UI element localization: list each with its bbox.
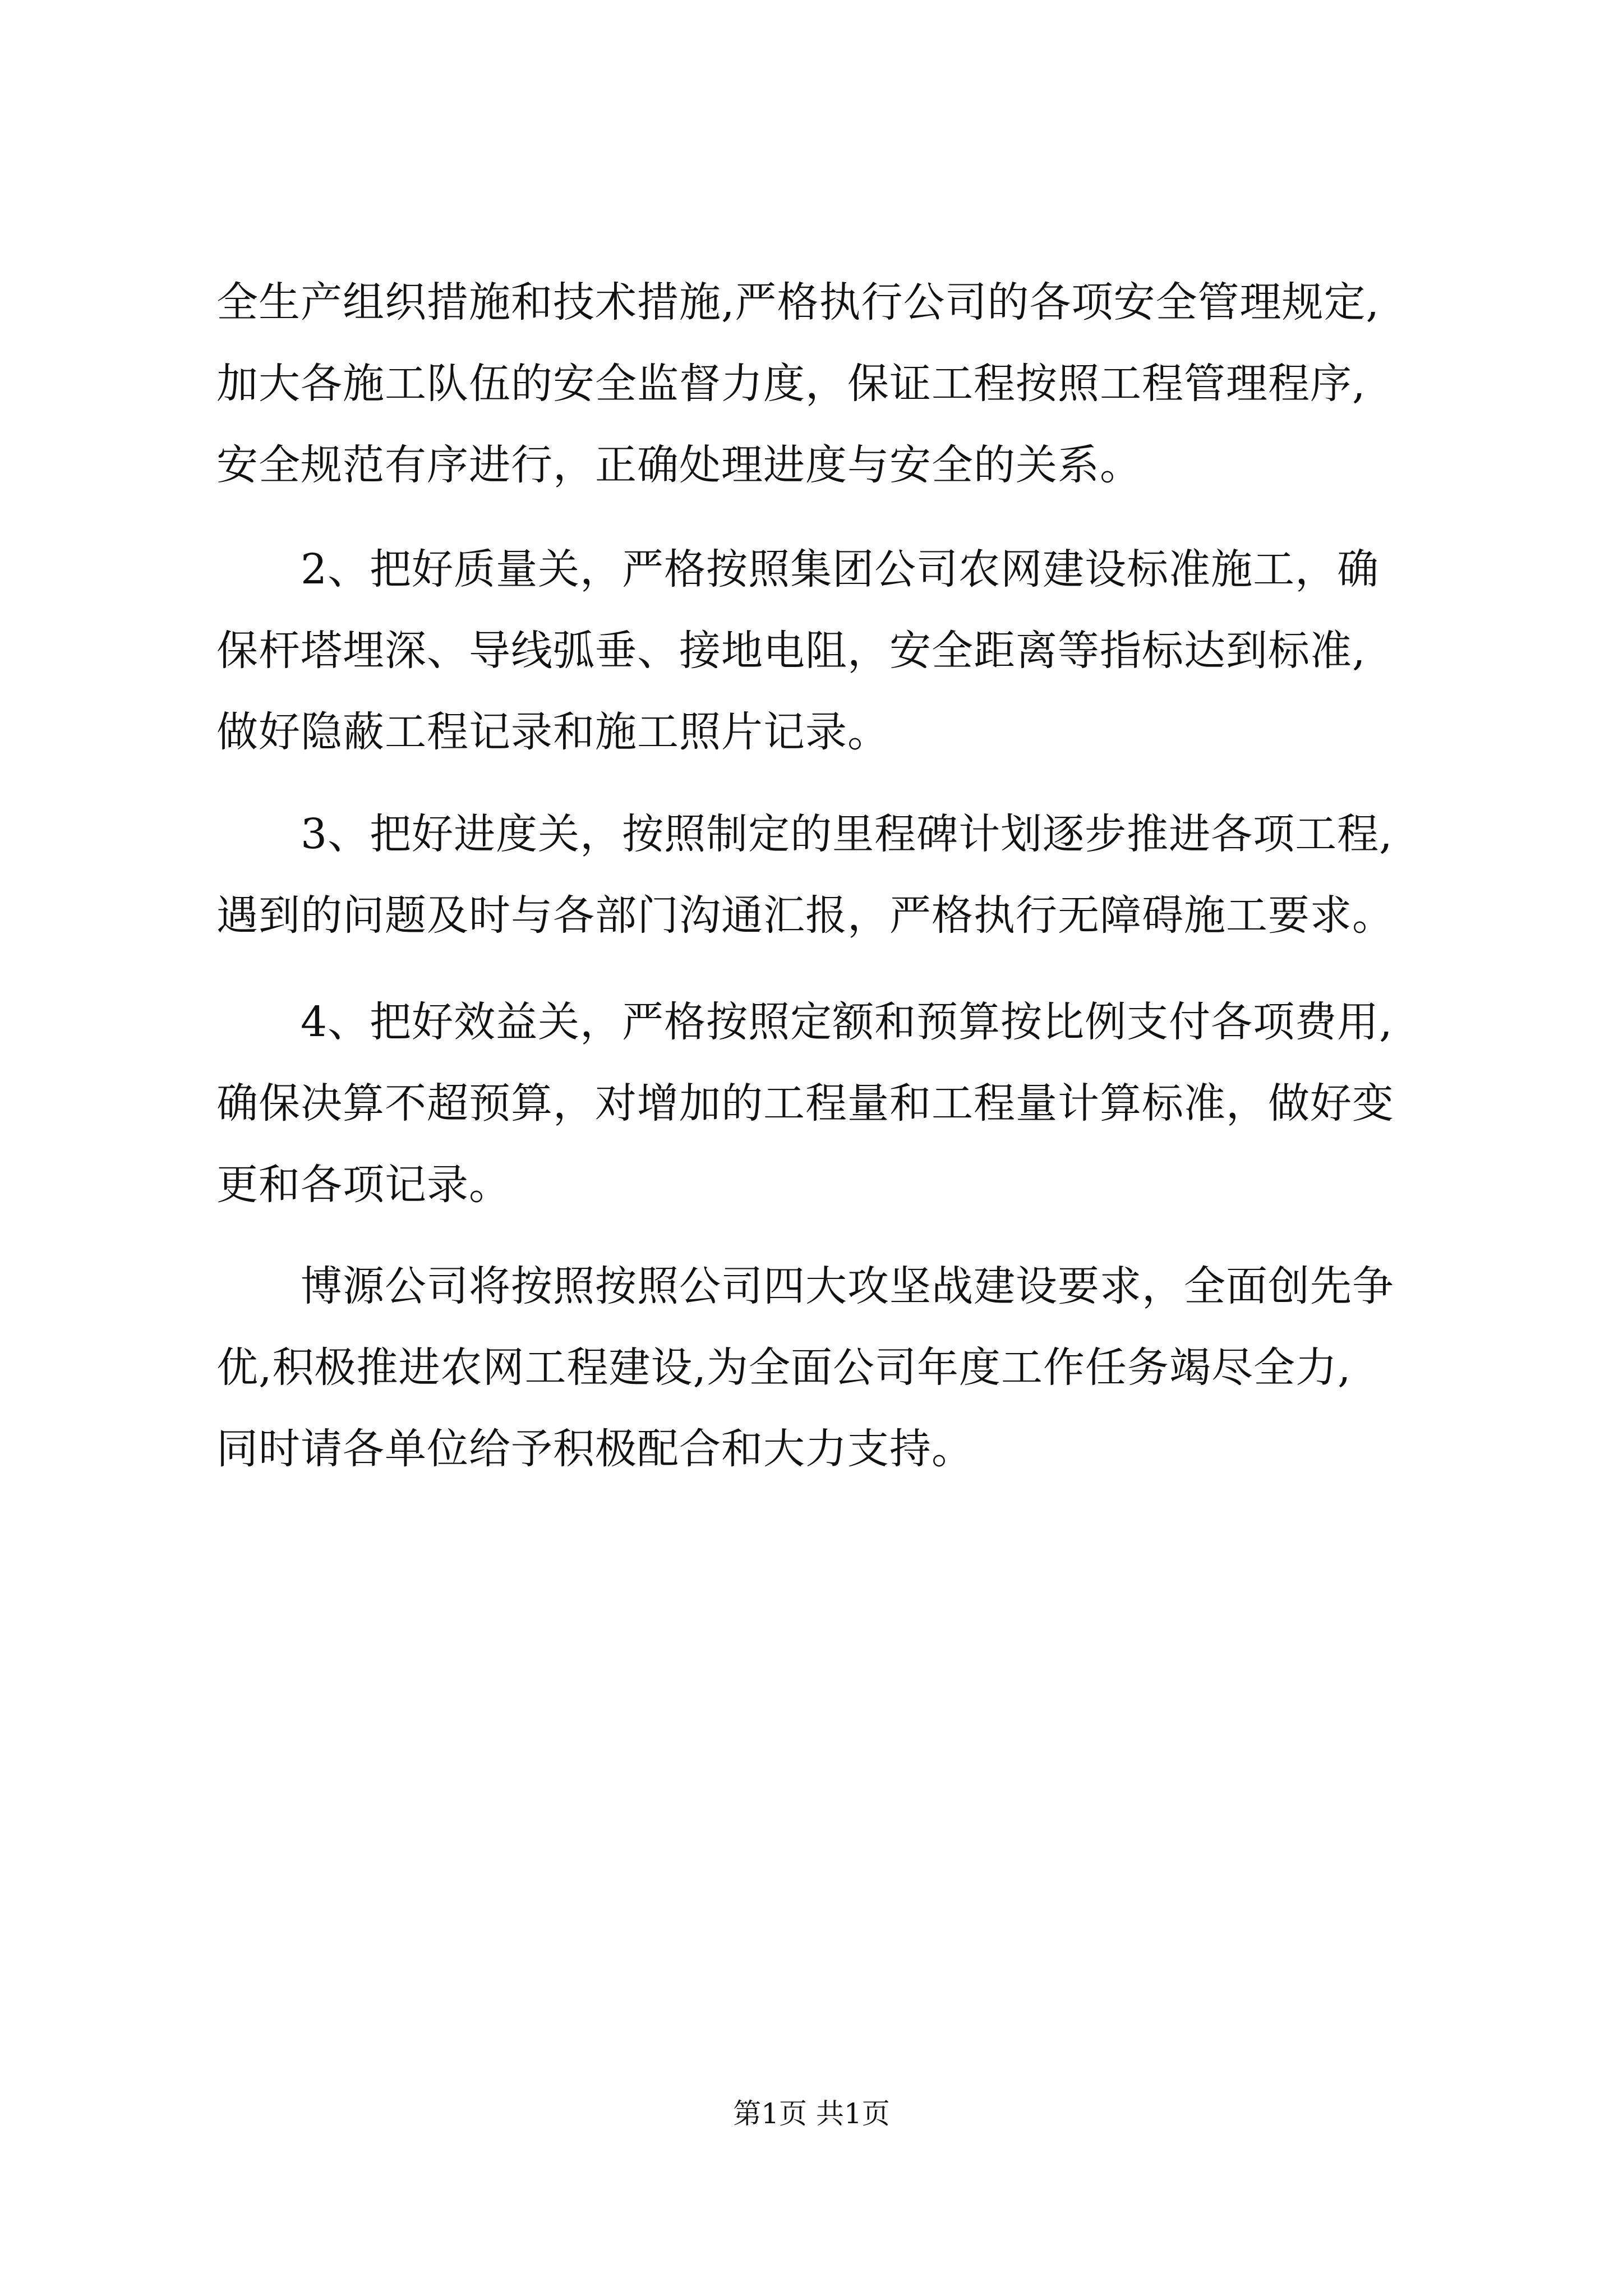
body-line: 安全规范有序进行，正确处理进度与安全的关系。 (216, 441, 1142, 489)
body-line: 4、把好效益关，严格按照定额和预算按比例支付各项费用, (301, 998, 1393, 1046)
body-line: 做好隐蔽工程记录和施工照片记录。 (216, 708, 889, 756)
body-line: 3、把好进度关，按照制定的里程碑计划逐步推进各项工程, (301, 810, 1393, 858)
body-line: 博源公司将按照按照公司四大攻坚战建设要求，全面创先争 (301, 1262, 1394, 1310)
body-line: 确保决算不超预算，对增加的工程量和工程量计算标准，做好变 (216, 1079, 1394, 1128)
body-line: 全生产组织措施和技术措施,严格执行公司的各项安全管理规定, (216, 278, 1380, 326)
body-line: 更和各项记录。 (216, 1161, 511, 1209)
body-line: 2、把好质量关，严格按照集团公司农网建设标准施工，确 (301, 545, 1380, 593)
body-line: 同时请各单位给予积极配合和大力支持。 (216, 1425, 974, 1473)
body-line: 加大各施工队伍的安全监督力度，保证工程按照工程管理程序, (216, 360, 1366, 408)
page-footer: 第1页 共1页 (733, 2097, 890, 2130)
body-line: 优,积极推进农网工程建设,为全面公司年度工作任务竭尽全力, (216, 1343, 1352, 1392)
body-line: 保杆塔埋深、导线弧垂、接地电阻，安全距离等指标达到标准, (216, 627, 1366, 675)
body-line: 遇到的问题及时与各部门沟通汇报，严格执行无障碍施工要求。 (216, 891, 1394, 940)
